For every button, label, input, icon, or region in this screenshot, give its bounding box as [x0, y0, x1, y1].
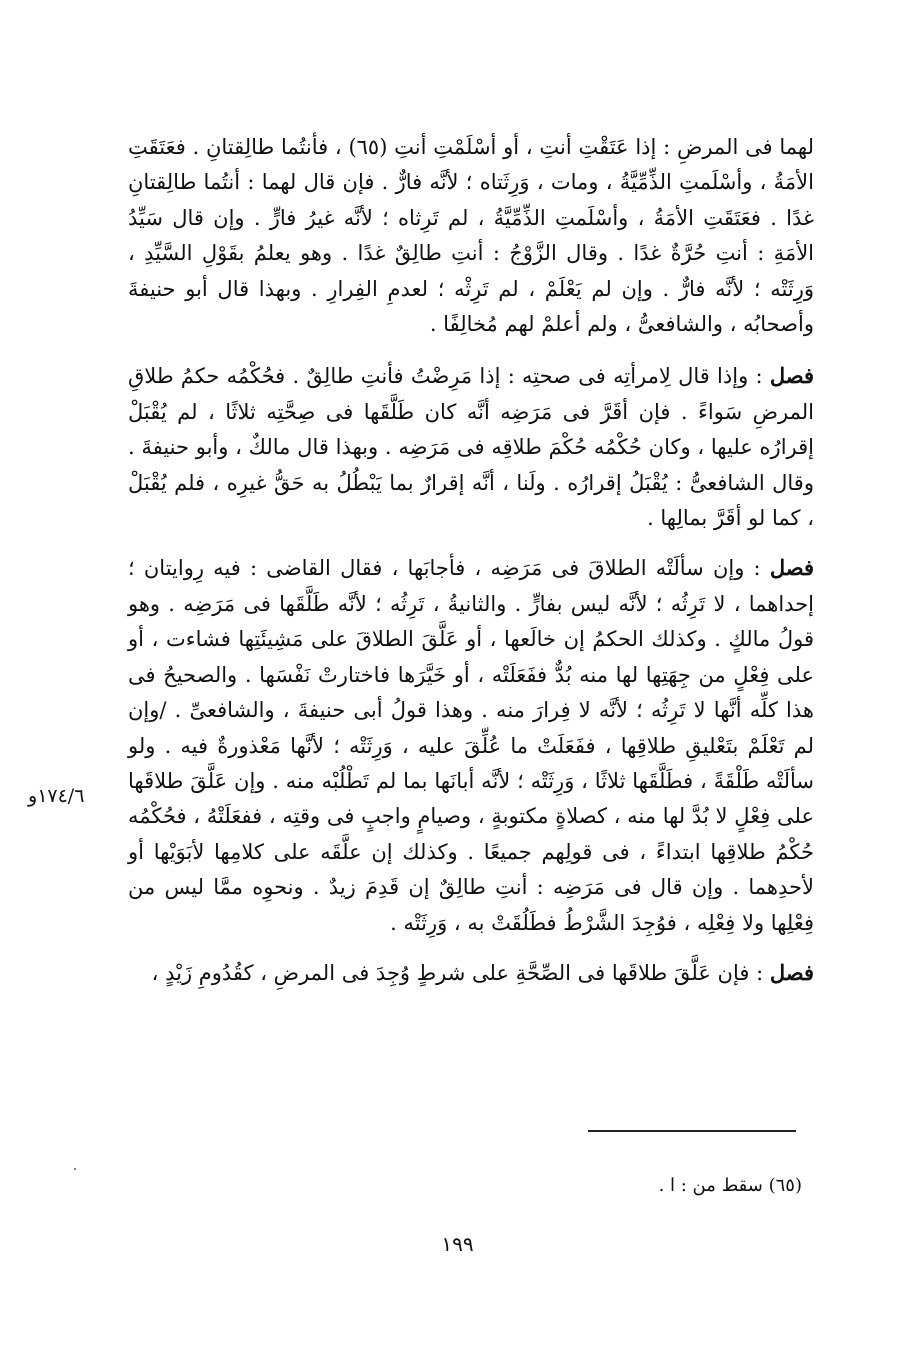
- paragraph-text: لهما فى المرضِ : إذا عَتَقْتِ أنتِ ، أو أسْلَمْتِ أنتِ (٦٥) ، فأنتُما طالِقتانِ . فعَتَقَتِ الأمَةُ ، وأسْلَمتِ الذِّمِّيَّةُ ، ومات ، وَرِثَتاه ؛ لأنَّه فارٌّ . فإن قال لهما : أنتُما طالِقتانِ غدًا . فعَتَقَتِ الأمَةُ ، وأسْلَمتِ الذِّمِّيَّةُ ، لم تَرِثاه ؛ لأنَّه غيرُ فارٍّ . وإن قال سَيِّدُ الأمَةِ : أنتِ حُرَّةٌ غدًا . وقال الزَّوْجُ : أنتِ طالِقٌ غدًا . وهو يعلمُ بقَوْلِ السَّيِّدِ ، وَرِثَتْه ؛ لأنَّه فارٌّ . وإن لم يَعْلَمْ ، لم تَرِثْه ؛ لعدمِ الفِرارِ . وبهذا قال أبو حنيفةَ وأصحابُه ، والشافعىُّ ، ولم أعلمْ لهم مُخالِفًا .: [128, 135, 815, 337]
- section-heading: فصل: [769, 959, 814, 985]
- main-text: [128, 130, 814, 1005]
- page-number: ١٩٩: [441, 1232, 474, 1256]
- paragraph-text: : وإذا قال لِامرأتِه فى صحتِه : إذا مَرِضْتُ فأنتِ طالِقٌ . فحُكْمُه حكمُ طلاقِ المرضِ سَواءً . فإن أقَرَّ فى مَرَضِه أنَّه كان طَلَّقَها فى صِحَّتِه ثلاثًا ، لم يُقْبَلْ إقرارُه عليها ، وكان حُكْمُه حُكْمَ طلاقِه فى مَرَضِه . وبهذا قال مالكٌ ، وأبو حنيفةَ . وقال الشافعىُّ : يُقْبَلُ إقرارُه . ولَنا ، أنَّه إقرارٌ بما يَبْطُلُ به حَقُّ غيرِه ، فلم يُقْبَلْ ، كما لو أقَرَّ بمالِها .: [128, 364, 814, 531]
- section-heading: فصل: [769, 555, 814, 581]
- paragraph: [128, 550, 814, 940]
- paragraph-text: : فإن عَلَّقَ طلاقَها فى الصِّحَّةِ على شرطٍ وُجِدَ فى المرضِ ، كقُدُومِ زَيْدٍ ،: [151, 960, 764, 985]
- section-heading: فصل: [769, 363, 814, 389]
- paragraph-text: : وإن سألَتْه الطلاقَ فى مَرَضِه ، فأجابَها ، فقال القاضى : فيه رِوايتان ؛ إحداهما ، لا تَرِثُه ؛ لأنَّه ليس بفارٍّ . والثانيةُ ، تَرِثُه ؛ لأنَّه طَلَّقَها فى مَرَضِه . وهو قولُ مالكٍ . وكذلك الحكمُ إن خالَعها ، أو عَلَّقَ الطلاقَ على مَشِيئَتِها فشاءت ، أو على فِعْلٍ من جِهَتِها لها منه بُدٌّ ففَعَلَتْه ، أو خَيَّرَها فاختارتْ نَفْسَها . والصحيحُ فى هذا كلِّه أنَّها لا تَرِثُه ؛ لأنَّه لا فِرارَ منه . وهذا قولُ أبى حنيفةَ ، والشافعىِّ . /وإن لم تَعْلَمْ بتَعْليقِ طلاقِها ، ففَعَلَتْ ما عُلِّقَ عليه ، وَرِثَتْه ؛ لأنَّها مَعْذورةٌ فيه . ولو سألَتْه طَلْقَةً ، فطَلَّقَها ثلاثًا ، وَرِثَتْه ؛ لأنَّه أبانَها بما لم تَطْلُبْه منه . وإن عَلَّقَ طلاقَها على فِعْلٍ لا بُدَّ لها منه ، كصلاةٍ مكتوبةٍ ، وصيامٍ واجبٍ فى وقتِه ، ففعَلَتْهُ ، فحُكْمُه حُكْمُ طلاقِها ابتداءً ، فى قولِهم جميعًا . وكذلك إن علَّقَه على كلامِها لأبَوَيْها أو لأحدِهما . وإن قال فى مَرَضِه : أنتِ طالِقٌ إن قَدِمَ زيدٌ . ونحوِه ممَّا ليس من فِعْلِها ولا فِعْلِه ، فوُجِدَ الشَّرْطُ فطَلُقَتْ به ، وَرِثَتْه .: [128, 556, 814, 935]
- footnote-divider: [588, 1130, 796, 1132]
- scan-speck: [74, 1168, 76, 1170]
- footnote: (٦٥) سقط من : ا .: [658, 1175, 802, 1196]
- paragraph: [128, 955, 814, 991]
- paragraph: [128, 130, 814, 342]
- margin-folio-note: ١٧٤/٦و: [28, 785, 85, 807]
- paragraph: [128, 358, 814, 536]
